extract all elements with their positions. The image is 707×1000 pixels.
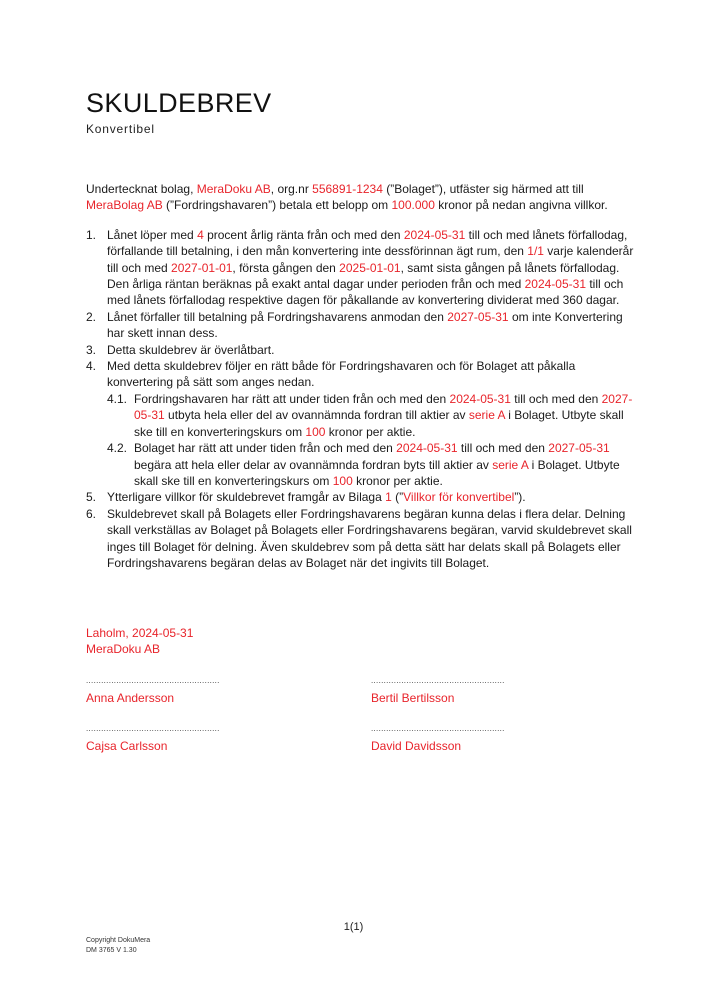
intro-paragraph: Undertecknat bolag, MeraDoku AB, org.nr 556891-1234 (”Bolaget”), utfäster sig härmed att till MeraBolag AB (”Fordringshavaren”) betala ett belopp om 100.000 kronor på nedan angivna villkor. [86, 182, 608, 213]
term-item-5: 5. Ytterligare villkor för skuldebrevet framgår av Bilaga 1 (”Villkor för konvertibel”). [86, 490, 526, 505]
document-subtitle: Konvertibel [86, 122, 155, 136]
signature-line: ..................................................... [371, 676, 505, 685]
signatory-name: Cajsa Carlsson [86, 739, 168, 753]
document-body [86, 181, 638, 571]
term-item-3: 3. Detta skuldebrev är överlåtbart. [86, 342, 275, 357]
signature-block-4 [371, 724, 505, 753]
signing-company: MeraDoku AB [86, 642, 161, 657]
term-item-4-1: 4.1. Fordringshavaren har rätt att under tiden från och med den 2024-05-31 till och med den 2027-05-31 utbyta hela eller del av ovannämnda fordran till aktier av serie A i Bolaget. Utbyte skall ske till en konverteringskurs om 100 kronor per aktie. [107, 391, 633, 439]
page-number: 1(1) [343, 921, 364, 933]
org-number: 556891-1234 [312, 182, 383, 196]
term-item-6: 6. Skuldebrevet skall på Bolagets eller Fordringshavarens begäran kunna delas i flera delar. Delning skall verkställas av Bolaget på Bolagets eller Fordringshavarens begäran, varvid skuldebrevet skall inges till Bolaget för delning. Även skuldebrev som på detta sätt har delats skall på Bolagets eller Fordringshavarens begäran delas av Bolaget när det ingivits till Bolaget. [86, 506, 632, 570]
signature-line: ..................................................... [86, 724, 220, 733]
document-id: DM 3765 V 1.30 [86, 947, 137, 954]
company-name: MeraDoku AB [196, 182, 271, 196]
creditor-name: MeraBolag AB [86, 198, 163, 213]
signature-block-2 [371, 676, 505, 705]
signature-block-1 [86, 676, 220, 705]
signature-line: ..................................................... [86, 676, 220, 685]
footer [86, 936, 150, 956]
loan-amount: 100.000 [391, 198, 435, 213]
terms-list [86, 227, 638, 572]
signing-place-block [86, 625, 193, 658]
interest-rate: 4 [197, 227, 204, 242]
term-item-2: 2. Lånet förfaller till betalning på Fordringshavarens anmodan den 2027-05-31 om inte Konvertering har skett innan dess. [86, 309, 623, 341]
signature-block-3 [86, 724, 220, 753]
signature-line: ..................................................... [371, 724, 505, 733]
place-date: Laholm, 2024-05-31 [86, 626, 194, 640]
term-item-1: 1. Lånet löper med 4 procent årlig ränta från och med den 2024-05-31 till och med lånets förfallodag, förfallande till betalning, i den mån konvertering inte dessförinnan ägt rum, den 1/1 varje kalenderår till och med 2027-01-01, första gången den 2025-01-01, samt sista gången på lånets förfallodag. Den årliga räntan beräknas på exakt antal dagar under perioden från och med 2024-05-31 till och med lånets förfallodag respektive dagen för påkallande av konvertering dividerat med 360 dagar. [86, 227, 634, 308]
signatory-name: David Davidsson [371, 739, 462, 753]
copyright-text: Copyright DokuMera [86, 937, 151, 944]
signatory-name: Anna Andersson [86, 691, 175, 705]
document-title: SKULDEBREV [86, 88, 272, 118]
term-item-4: 4. Med detta skuldebrev följer en rätt både för Fordringshavaren och för Bolaget att påkalla konvertering på sätt som anges nedan. 4.1. Fordringshavaren har rätt att under tiden från och med den 2024-05-31 till och med den 2027-05-31 utbyta hela eller del av ovannämnda fordran till aktier av serie A i Bolaget. Utbyte skall ske till en konverteringskurs om 100 kronor per aktie. 4.2. Bolaget har rätt att under tiden från och med den 2024-05-31 till och med den 2027-05-31 begära att hela eller delar av ovannämnda fordran byts till aktier av serie A i Bolaget. Utbyte skall ske till en konverteringskurs om 100 kronor per aktie. [86, 358, 638, 489]
signatory-name: Bertil Bertilsson [371, 691, 455, 705]
term-item-4-2: 4.2. Bolaget har rätt att under tiden från och med den 2024-05-31 till och med den 2027-05-31 begära att hela eller delar av ovannämnda fordran byts till aktier av serie A i Bolaget. Utbyte skall ske till en konverteringskurs om 100 kronor per aktie. [107, 441, 620, 488]
